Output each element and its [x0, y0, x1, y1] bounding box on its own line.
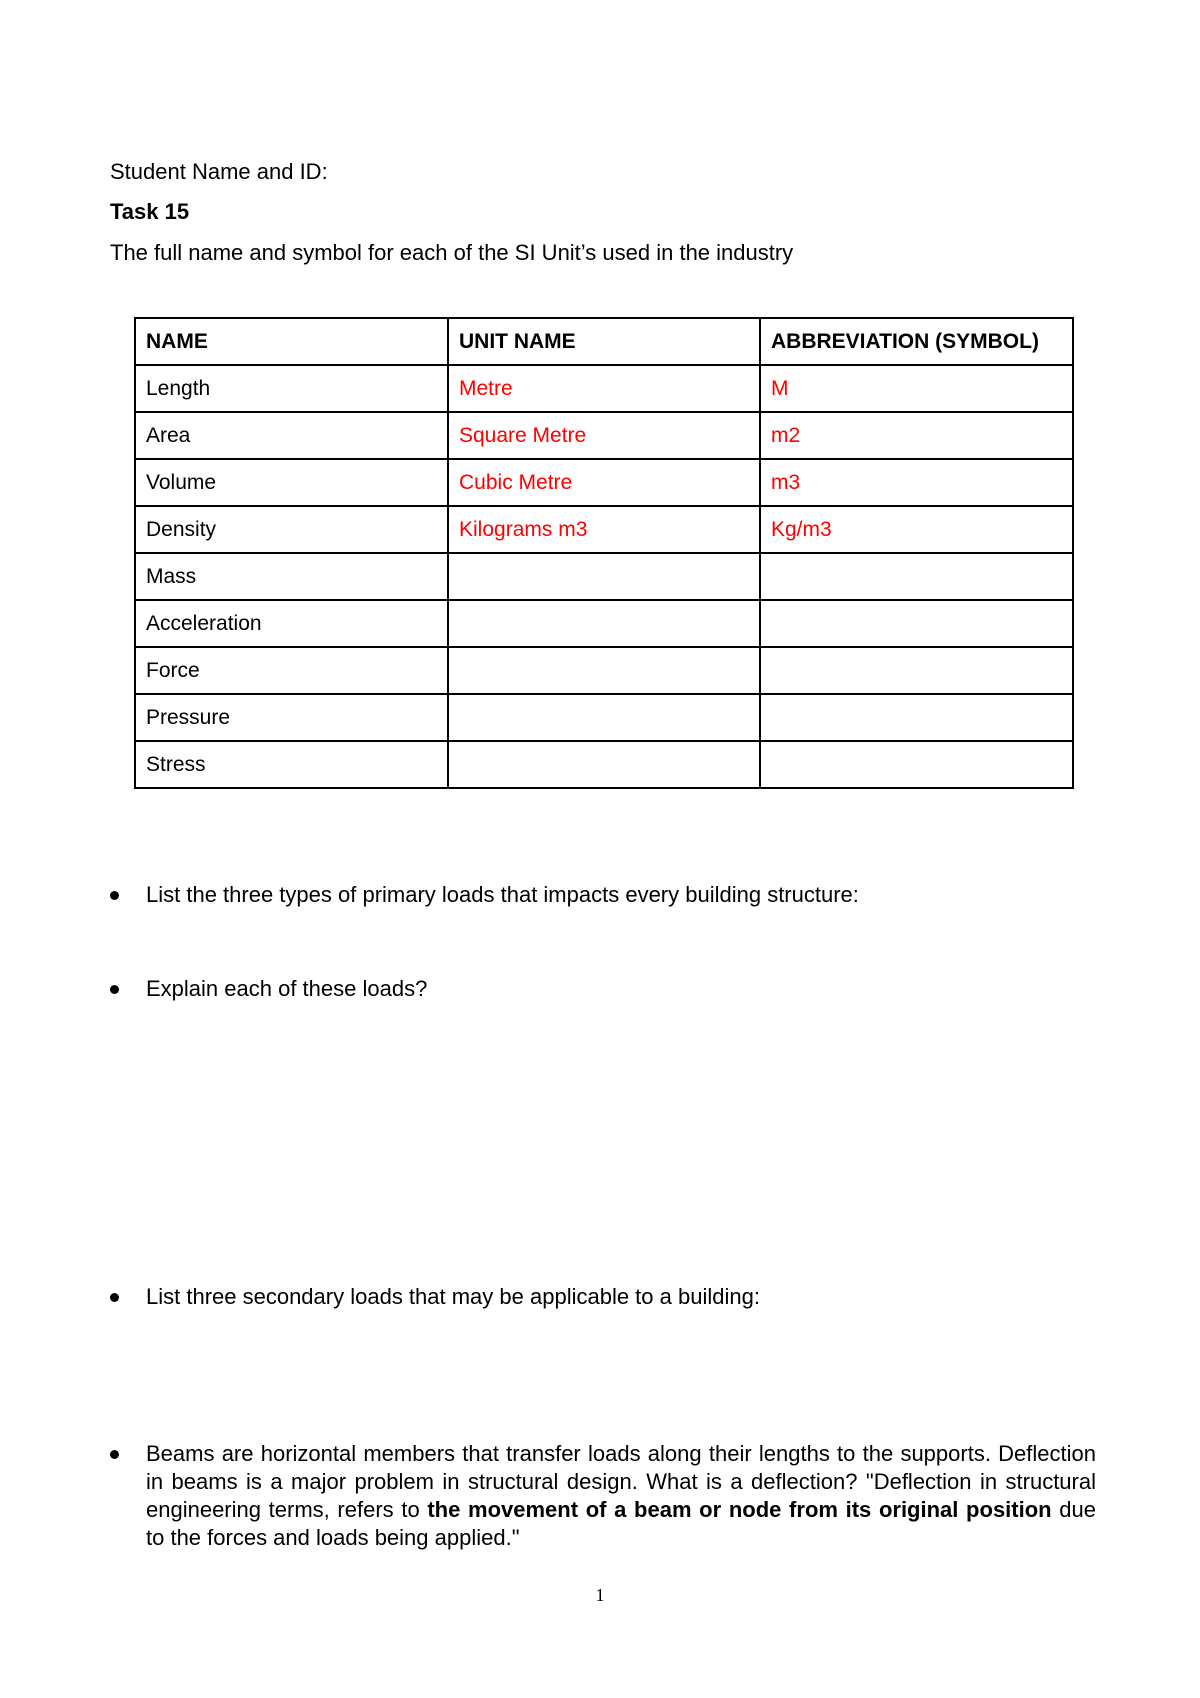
table-row — [135, 365, 1073, 412]
bullet-icon — [110, 1450, 119, 1459]
unit-name-cell[interactable] — [448, 600, 760, 647]
quantity-name: Acceleration — [135, 600, 448, 647]
deflection-paragraph — [146, 1440, 1096, 1552]
bullet-icon — [110, 985, 119, 994]
symbol-cell[interactable] — [760, 741, 1073, 788]
header-abbreviation: ABBREVIATION (SYMBOL) — [760, 318, 1073, 365]
symbol-cell: m2 — [760, 412, 1073, 459]
symbol-cell[interactable] — [760, 553, 1073, 600]
table-row — [135, 694, 1073, 741]
deflection-bold-definition: the movement of a beam or node from its original position — [427, 1497, 1052, 1522]
student-name-label: Student Name and ID: — [110, 159, 328, 184]
quantity-name: Stress — [135, 741, 448, 788]
bullet-icon — [110, 1293, 119, 1302]
quantity-name: Length — [135, 365, 448, 412]
table-row — [135, 600, 1073, 647]
unit-name-cell: Cubic Metre — [448, 459, 760, 506]
symbol-cell: m3 — [760, 459, 1073, 506]
symbol-cell[interactable] — [760, 647, 1073, 694]
deflection-text-part1: Beams are horizontal members that transfer loads along their lengths to the supports. Deflection in beams is a major problem in structural design. What is a deflection? "Deflection in structural engineering terms, refers to — [146, 1441, 1096, 1522]
question-text: List three secondary loads that may be applicable to a building: — [146, 1284, 760, 1309]
si-units-table — [134, 317, 1074, 789]
header-unit-name: UNIT NAME — [448, 318, 760, 365]
table-row — [135, 459, 1073, 506]
quantity-name: Density — [135, 506, 448, 553]
table-row — [135, 647, 1073, 694]
table-row — [135, 506, 1073, 553]
unit-name-cell: Metre — [448, 365, 760, 412]
unit-name-cell[interactable] — [448, 647, 760, 694]
unit-name-cell[interactable] — [448, 553, 760, 600]
unit-name-cell[interactable] — [448, 694, 760, 741]
symbol-cell: M — [760, 365, 1073, 412]
quantity-name: Pressure — [135, 694, 448, 741]
unit-name-cell: Kilograms m3 — [448, 506, 760, 553]
quantity-name: Volume — [135, 459, 448, 506]
task-title: Task 15 — [110, 199, 190, 224]
quantity-name: Mass — [135, 553, 448, 600]
table-header-row — [135, 318, 1073, 365]
question-text: Explain each of these loads? — [146, 976, 428, 1001]
table-row — [135, 412, 1073, 459]
quantity-name: Force — [135, 647, 448, 694]
question-text: List the three types of primary loads that impacts every building structure: — [146, 882, 859, 907]
symbol-cell[interactable] — [760, 694, 1073, 741]
bullet-icon — [110, 891, 119, 900]
table-row — [135, 553, 1073, 600]
intro-text: The full name and symbol for each of the SI Unit’s used in the industry — [110, 240, 794, 265]
deflection-text-part2: due to the forces and loads being applied." — [146, 1497, 1096, 1550]
quantity-name: Area — [135, 412, 448, 459]
header-name: NAME — [135, 318, 448, 365]
unit-name-cell[interactable] — [448, 741, 760, 788]
unit-name-cell: Square Metre — [448, 412, 760, 459]
symbol-cell[interactable] — [760, 600, 1073, 647]
page-number: 1 — [595, 1585, 605, 1605]
symbol-cell: Kg/m3 — [760, 506, 1073, 553]
table-row — [135, 741, 1073, 788]
